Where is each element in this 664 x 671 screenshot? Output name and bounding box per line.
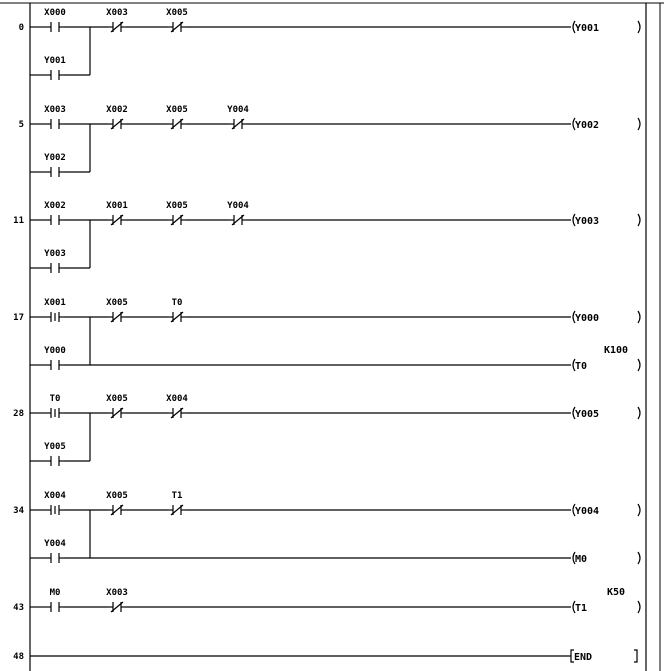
contact-label: X005: [106, 491, 128, 501]
branch-contact-label: Y005: [44, 442, 66, 452]
contact-label: X002: [44, 201, 66, 211]
timer-constant: K50: [606, 587, 626, 598]
step-number: 34: [13, 506, 24, 516]
contact-label: X004: [44, 491, 66, 501]
step-number: 48: [13, 652, 24, 662]
contact-label: X001: [106, 201, 128, 211]
contact-label: T0: [171, 298, 183, 308]
contact-label: X003: [106, 8, 128, 18]
coil-label: T1: [575, 603, 588, 614]
contact-label: X005: [106, 298, 128, 308]
contact-label: X001: [44, 298, 66, 308]
contact-label: M0: [49, 588, 61, 598]
branch-contact-label: Y004: [44, 539, 66, 549]
branch-contact-label: Y002: [44, 153, 66, 163]
step-number: 28: [13, 409, 24, 419]
coil-label: Y001: [575, 23, 600, 34]
coil-label: T0: [575, 361, 588, 372]
contact-label: T0: [49, 394, 61, 404]
contact-label: X000: [44, 8, 66, 18]
contact-label: X003: [44, 105, 66, 115]
coil-label: Y000: [575, 313, 600, 324]
contact-label: X003: [106, 588, 128, 598]
contact-label: X005: [166, 8, 188, 18]
instruction-label: END: [574, 652, 593, 663]
branch-contact-label: Y003: [44, 249, 66, 259]
step-number: 5: [18, 120, 24, 130]
contact-label: X004: [166, 394, 188, 404]
coil-label: M0: [575, 554, 588, 565]
contact-label: Y004: [227, 105, 249, 115]
branch-contact-label: Y001: [44, 56, 66, 66]
contact-label: X005: [106, 394, 128, 404]
contact-label: Y004: [227, 201, 249, 211]
coil-label: Y002: [575, 120, 600, 131]
contact-label: X005: [166, 201, 188, 211]
timer-constant: K100: [603, 345, 629, 356]
step-number: 0: [18, 23, 24, 33]
step-number: 11: [13, 216, 24, 226]
contact-label: X005: [166, 105, 188, 115]
coil-label: Y003: [575, 216, 600, 227]
step-number: 43: [13, 603, 24, 613]
step-number: 17: [13, 313, 24, 323]
contact-label: X002: [106, 105, 128, 115]
contact-label: T1: [171, 491, 183, 501]
branch-contact-label: Y000: [44, 346, 66, 356]
coil-label: Y005: [575, 409, 600, 420]
coil-label: Y004: [575, 506, 600, 517]
